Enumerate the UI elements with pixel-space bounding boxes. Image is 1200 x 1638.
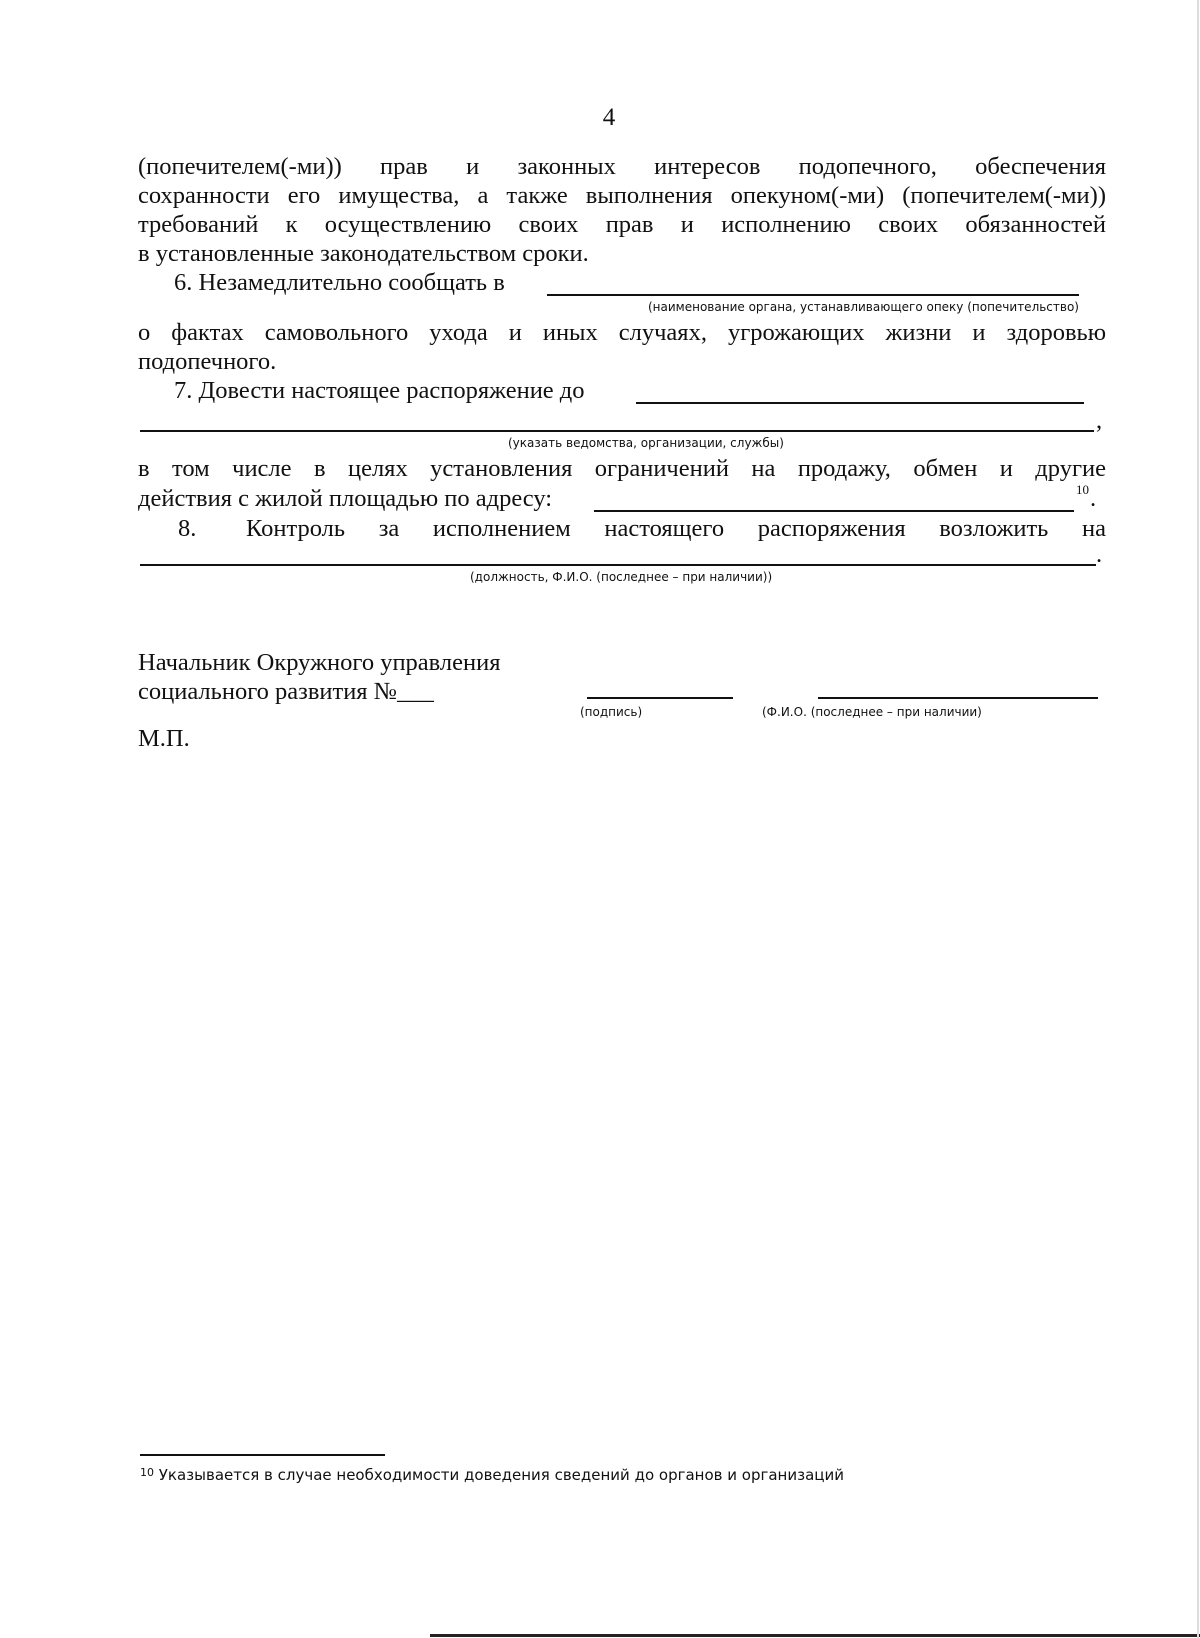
signature-caption: (подпись) <box>580 705 643 719</box>
item7-address-line[interactable] <box>594 510 1074 512</box>
paragraph-line-2: сохранности его имущества, а также выполнения опекуном(-ми) (попечителем(-ми)) <box>138 182 1106 209</box>
footnote-separator <box>140 1454 385 1456</box>
item8-caption: (должность, Ф.И.О. (последнее – при наличии)) <box>470 570 773 584</box>
item6-fill-line[interactable] <box>547 294 1079 296</box>
footnote <box>140 1466 844 1484</box>
stamp-place: М.П. <box>138 725 190 752</box>
item8-period: . <box>1096 541 1103 568</box>
item8-number: 8. <box>178 515 197 542</box>
footnote-text: Указывается в случае необходимости доведения сведений до органов и организаций <box>154 1466 844 1484</box>
item7-fill-line-2[interactable] <box>140 430 1094 432</box>
item6-caption: (наименование органа, устанавливающего опеку (попечительство) <box>648 300 1079 314</box>
item7-lead: 7. Довести настоящее распоряжение до <box>174 377 585 404</box>
paragraph-line-1: (попечителем(-ми)) прав и законных интересов подопечного, обеспечения <box>138 153 1106 180</box>
item8-text: Контроль за исполнением настоящего распоряжения возложить на <box>246 515 1106 542</box>
item7-period: . <box>1090 485 1097 512</box>
item7-fill-line-1[interactable] <box>636 402 1084 404</box>
paragraph-line-4: в установленные законодательством сроки. <box>138 240 589 267</box>
signature-title-line2: социального развития №___ <box>138 678 434 705</box>
item7-caption: (указать ведомства, организации, службы) <box>508 436 784 450</box>
item6-line3: подопечного. <box>138 348 277 375</box>
item7-line3: в том числе в целях установления ограничений на продажу, обмен и другие <box>138 455 1106 482</box>
item7-footnote-ref: 10 <box>1076 482 1089 497</box>
item7-line4: действия с жилой площадью по адресу: <box>138 485 553 512</box>
signatory-name-line[interactable] <box>818 697 1098 699</box>
item6-line2: о фактах самовольного ухода и иных случаях, угрожающих жизни и здоровью <box>138 319 1106 346</box>
signatory-name-caption: (Ф.И.О. (последнее – при наличии) <box>762 705 982 719</box>
signature-line[interactable] <box>587 697 733 699</box>
scan-edge-right <box>1197 0 1199 1638</box>
paragraph-line-3: требований к осуществлению своих прав и исполнению своих обязанностей <box>138 211 1106 238</box>
item6-lead: 6. Незамедлительно сообщать в <box>174 269 505 296</box>
item7-comma: , <box>1096 407 1103 434</box>
item8-fill-line[interactable] <box>140 564 1096 566</box>
page-number: 4 <box>602 104 616 131</box>
signature-title-line1: Начальник Окружного управления <box>138 649 501 676</box>
scan-edge-bottom <box>430 1634 1200 1637</box>
footnote-mark: 10 <box>140 1466 154 1479</box>
